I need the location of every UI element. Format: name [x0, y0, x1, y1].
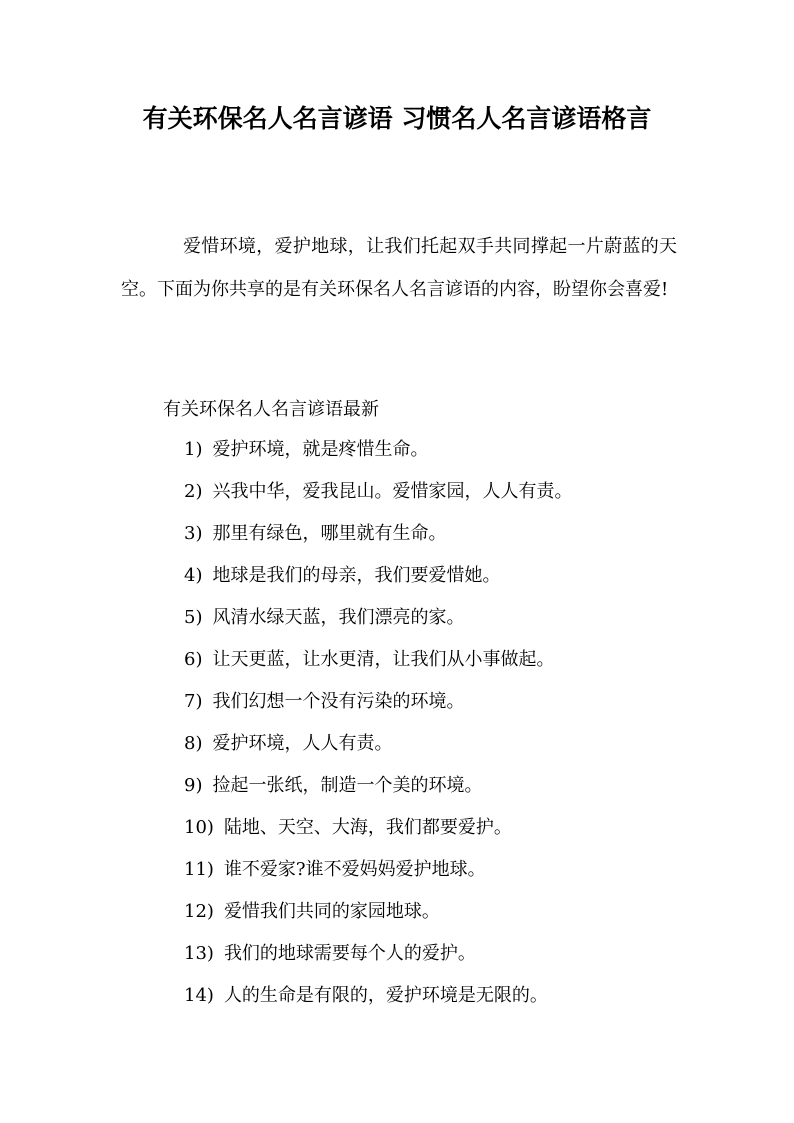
- item-number: 11): [184, 859, 214, 880]
- list-item: [184, 729, 572, 771]
- quote-list: [184, 435, 572, 1023]
- item-text: 我们的地球需要每个人的爱护。: [223, 943, 476, 964]
- list-item: [184, 813, 572, 855]
- list-item: [184, 561, 572, 603]
- intro-paragraph: 爱惜环境，爱护地球，让我们托起双手共同撑起一片蔚蓝的天空。下面为你共享的是有关环保名人名言谚语的内容，盼望你会喜爱!: [121, 236, 677, 300]
- list-item: [184, 519, 572, 561]
- item-text: 那里有绿色，哪里就有生命。: [212, 523, 447, 544]
- item-number: 12): [184, 901, 214, 922]
- list-item: [184, 435, 572, 477]
- item-text: 捡起一张纸，制造一个美的环境。: [212, 775, 483, 796]
- list-item: [184, 687, 572, 729]
- item-text: 地球是我们的母亲，我们要爱惜她。: [212, 565, 501, 586]
- page-title: 有关环保名人名言谚语 习惯名人名言谚语格言: [142, 104, 652, 133]
- item-number: 6): [184, 649, 203, 670]
- item-text: 爱惜我们共同的家园地球。: [223, 901, 440, 922]
- item-number: 2): [184, 481, 203, 502]
- item-text: 谁不爱家?谁不爱妈妈爱护地球。: [223, 859, 486, 880]
- list-item: [184, 855, 572, 897]
- item-text: 爱护环境，就是疼惜生命。: [212, 439, 429, 460]
- item-text: 爱护环境，人人有责。: [212, 733, 393, 754]
- list-item: [184, 897, 572, 939]
- item-number: 4): [184, 565, 203, 586]
- item-text: 让天更蓝，让水更清，让我们从小事做起。: [212, 649, 555, 670]
- item-number: 9): [184, 775, 203, 796]
- item-number: 8): [184, 733, 203, 754]
- item-text: 人的生命是有限的，爱护环境是无限的。: [223, 985, 548, 1006]
- list-item: [184, 771, 572, 813]
- item-number: 1): [184, 439, 203, 460]
- item-number: 5): [184, 607, 203, 628]
- item-number: 7): [184, 691, 203, 712]
- item-text: 陆地、天空、大海，我们都要爱护。: [223, 817, 512, 838]
- list-item: [184, 645, 572, 687]
- list-item: [184, 603, 572, 645]
- item-text: 风清水绿天蓝，我们漂亮的家。: [212, 607, 465, 628]
- list-heading: 有关环保名人名言谚语最新: [163, 399, 379, 420]
- list-item: [184, 981, 572, 1023]
- item-text: 兴我中华，爱我昆山。爱惜家园，人人有责。: [212, 481, 573, 502]
- list-item: [184, 477, 572, 519]
- list-item: [184, 939, 572, 981]
- item-number: 13): [184, 943, 214, 964]
- item-number: 10): [184, 817, 214, 838]
- item-number: 14): [184, 985, 214, 1006]
- item-number: 3): [184, 523, 203, 544]
- item-text: 我们幻想一个没有污染的环境。: [212, 691, 465, 712]
